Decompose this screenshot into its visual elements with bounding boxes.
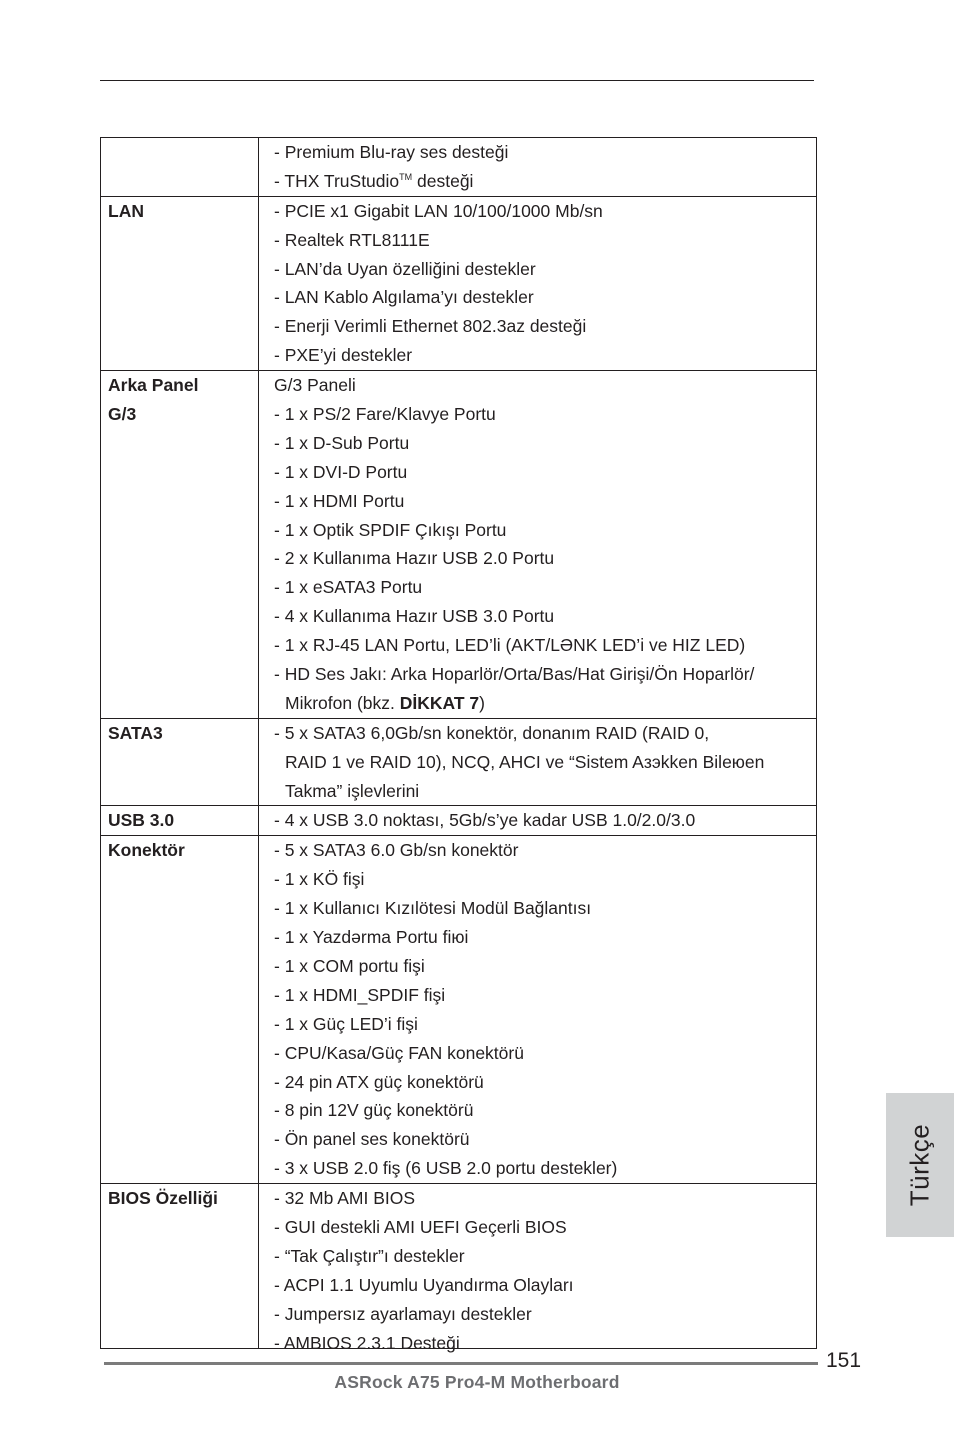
spec-label-text: Arka Panel (108, 375, 199, 396)
spec-line-text: - 1 x Optik SPDIF Çıkışı Portu (274, 519, 507, 540)
spec-line (274, 429, 817, 458)
spec-section (100, 196, 817, 370)
spec-line (274, 981, 817, 1010)
spec-line (274, 1242, 817, 1271)
spec-line (274, 400, 817, 429)
spec-label-text: SATA3 (108, 722, 163, 743)
spec-line-text: - ACPI 1.1 Uyumlu Uyandırma Olayları (274, 1274, 574, 1295)
spec-table (100, 137, 817, 1357)
spec-line (274, 341, 817, 370)
table-bottom-border (100, 1348, 817, 1349)
spec-line (274, 138, 817, 167)
spec-line-text: - 32 Mb AMI BIOS (274, 1188, 416, 1209)
spec-line (274, 777, 817, 806)
table-left-border (100, 137, 101, 1349)
spec-line-text: - 1 x HDMI Portu (274, 490, 405, 511)
spec-section-label (100, 806, 263, 835)
spec-line-text: - AMBIOS 2.3.1 Desteği (274, 1332, 460, 1353)
spec-line-text: - 1 x PS/2 Fare/Klavye Portu (274, 404, 496, 425)
spec-line-text: - 1 x eSATA3 Portu (274, 577, 423, 598)
spec-section-values (274, 371, 817, 718)
spec-line (274, 255, 817, 284)
spec-section-label (100, 138, 263, 167)
spec-section (100, 805, 817, 835)
spec-line (274, 544, 817, 573)
spec-line-text: - LAN Kablo Algılama’yı destekler (274, 287, 534, 308)
spec-line-emphasis: DİKKAT 7 (399, 692, 480, 713)
spec-line (274, 226, 817, 255)
spec-section-values (274, 197, 817, 370)
spec-section (100, 835, 817, 1183)
spec-line (274, 865, 817, 894)
spec-line (274, 573, 817, 602)
spec-line (274, 923, 817, 952)
spec-line (274, 1068, 817, 1097)
spec-line-text: - 1 x HDMI_SPDIF fişi (274, 984, 446, 1005)
spec-line (274, 516, 817, 545)
spec-line-text: - HD Ses Jakı: Arka Hoparlör/Orta/Bas/Hat Girişi/Ön Hoparlör/ (274, 664, 755, 685)
spec-line-text: G/3 Paneli (274, 375, 356, 396)
spec-line-text: - 1 x D-Sub Portu (274, 432, 410, 453)
spec-line-text: - GUI destekli AMI UEFI Geçerli BIOS (274, 1216, 567, 1237)
spec-label-text: Konektör (108, 840, 185, 861)
spec-line-text: - CPU/Kasa/Güç FAN konektörü (274, 1042, 524, 1063)
spec-line (274, 371, 817, 400)
spec-line-text: - 5 x SATA3 6,0Gb/sn konektör, donanım RAID (RAID 0, (274, 722, 710, 743)
spec-section (100, 137, 817, 196)
table-column-divider (258, 137, 259, 1349)
trademark-superscript: TM (399, 171, 413, 182)
spec-line (274, 312, 817, 341)
spec-line (274, 197, 817, 226)
table-right-border (816, 137, 817, 1349)
spec-line-text: - 1 x Yazdərma Portu fiюi (274, 927, 469, 948)
spec-line-text: - 8 pin 12V güç konektörü (274, 1100, 474, 1121)
spec-line (274, 748, 817, 777)
spec-line-text: - LAN’da Uyan özelliğini destekler (274, 258, 536, 279)
spec-line (274, 602, 817, 631)
spec-line-text: - 3 x USB 2.0 fiş (6 USB 2.0 portu destekler) (274, 1158, 618, 1179)
spec-line-text: Takma” işlevlerini (285, 780, 420, 801)
spec-line-text: - 4 x Kullanıma Hazır USB 3.0 Portu (274, 606, 555, 627)
spec-section-label (100, 197, 263, 226)
spec-section-label (100, 836, 263, 865)
spec-line-text: - Enerji Verimli Ethernet 802.3az desteği (274, 316, 587, 337)
spec-line (274, 487, 817, 516)
spec-label-text: USB 3.0 (108, 810, 175, 831)
spec-line (274, 1213, 817, 1242)
spec-section-values (274, 719, 817, 806)
spec-line-text: - Realtek RTL8111E (274, 229, 430, 250)
spec-line-text: - 2 x Kullanıma Hazır USB 2.0 Portu (274, 548, 555, 569)
spec-line-text: Mikrofon (bkz. (285, 692, 400, 713)
spec-section-values (274, 836, 817, 1183)
spec-line (274, 1010, 817, 1039)
spec-line-text: - PCIE x1 Gigabit LAN 10/100/1000 Mb/sn (274, 200, 603, 221)
header-rule (100, 80, 814, 81)
spec-line (274, 719, 817, 748)
spec-line (274, 167, 817, 196)
spec-line-text: RAID 1 ve RAID 10), NCQ, AHCI ve “Sistem Aзэkken Bileюen (285, 751, 765, 772)
spec-line (274, 806, 817, 835)
spec-line (274, 689, 817, 718)
spec-line (274, 1184, 817, 1213)
spec-line-text: - Jumpersız ayarlamayı destekler (274, 1303, 532, 1324)
spec-line-text: - 5 x SATA3 6.0 Gb/sn konektör (274, 840, 519, 861)
spec-line-text: - Ön panel ses konektörü (274, 1129, 470, 1150)
page-number: 151 (826, 1349, 862, 1372)
spec-line-text: - THX TruStudio (274, 170, 400, 191)
footer-rule (104, 1362, 818, 1365)
spec-section-label (100, 371, 263, 429)
spec-line (274, 952, 817, 981)
language-tab-label: Türkçe (904, 1123, 935, 1207)
spec-line-text: - 1 x DVI-D Portu (274, 461, 408, 482)
spec-section-label (100, 1184, 263, 1213)
spec-section-values (274, 138, 817, 196)
footer-product-name: ASRock A75 Pro4-M Motherboard (334, 1372, 620, 1392)
spec-line (274, 836, 817, 865)
spec-line (274, 1154, 817, 1183)
spec-section-label (100, 719, 263, 748)
spec-line (274, 1096, 817, 1125)
spec-section (100, 370, 817, 718)
spec-section (100, 718, 817, 806)
spec-line-text: - 1 x Güç LED’i fişi (274, 1013, 418, 1034)
spec-label-text: LAN (108, 200, 144, 221)
spec-line-text: - Premium Blu-ray ses desteği (274, 142, 509, 162)
spec-line (274, 1300, 817, 1329)
spec-line-text: - 1 x KÖ fişi (274, 869, 365, 890)
spec-line-text: - 1 x COM portu fişi (274, 955, 425, 976)
spec-label-text: G/3 (108, 404, 137, 425)
spec-line (274, 458, 817, 487)
spec-line (274, 1329, 817, 1358)
spec-line (274, 283, 817, 312)
spec-line (274, 1271, 817, 1300)
spec-line (274, 631, 817, 660)
spec-line-text: - 1 x Kullanıcı Kızılötesi Modül Bağlantısı (274, 898, 592, 919)
spec-label-text (108, 138, 263, 167)
spec-line (274, 894, 817, 923)
spec-line-text: - 4 x USB 3.0 noktası, 5Gb/s’ye kadar USB 1.0/2.0/3.0 (274, 810, 696, 831)
spec-section (100, 1183, 817, 1357)
spec-line-text: - 24 pin ATX güç konektörü (274, 1071, 484, 1092)
spec-line (274, 660, 817, 689)
spec-line-text: - “Tak Çalıştır”ı destekler (274, 1245, 465, 1266)
spec-line-text: - 1 x RJ-45 LAN Portu, LED’li (AKT/LƏNK LED’i ve HIZ LED) (274, 635, 746, 656)
spec-line (274, 1039, 817, 1068)
language-tab (886, 1093, 954, 1237)
spec-line-text: - PXE’yi destekler (274, 345, 413, 366)
spec-line-suffix: desteği (412, 170, 474, 191)
spec-label-text: BIOS Özelliği (108, 1188, 218, 1209)
spec-line (274, 1125, 817, 1154)
spec-section-values (274, 806, 817, 835)
spec-section-values (274, 1184, 817, 1357)
spec-line-suffix: ) (479, 692, 485, 713)
